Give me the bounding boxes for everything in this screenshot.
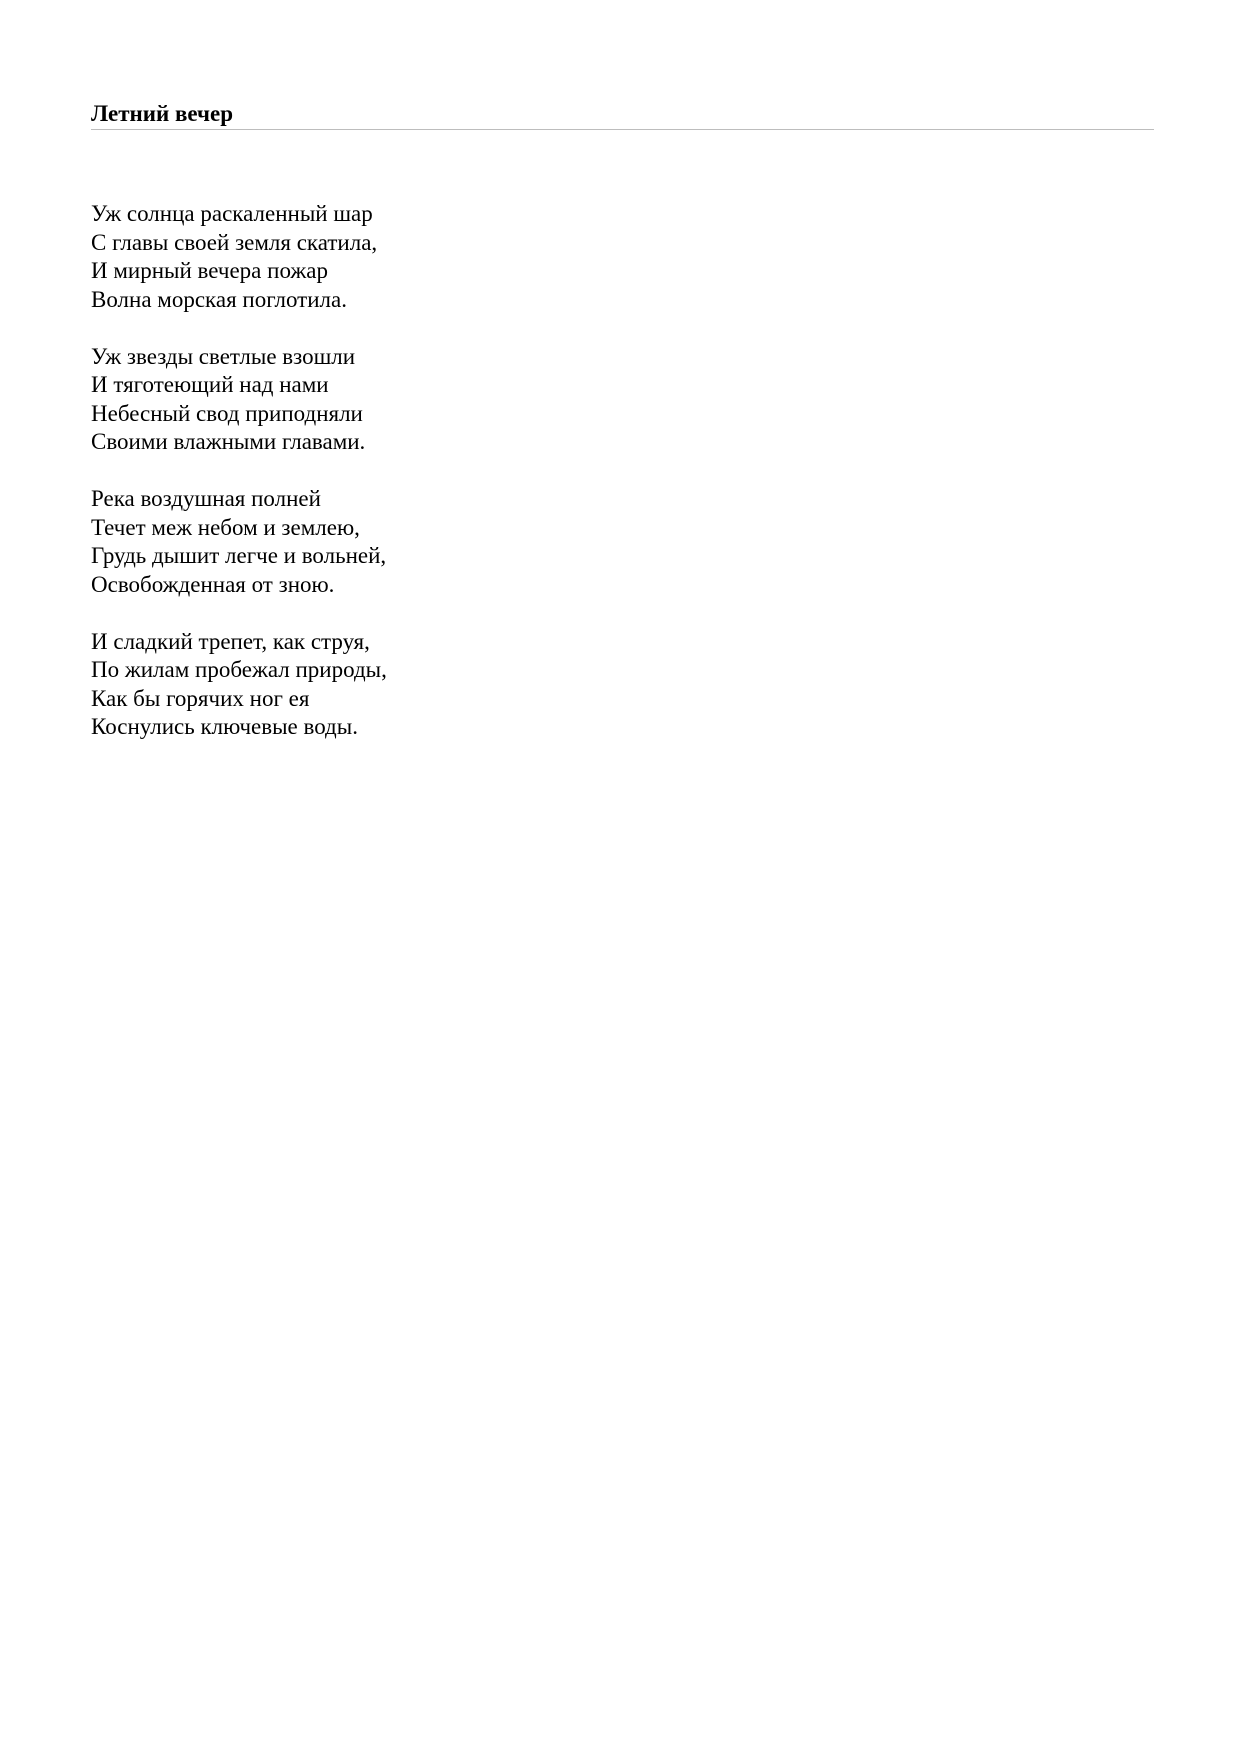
poem-body: [91, 200, 387, 770]
poem-line: Освобожденная от зною.: [91, 571, 335, 597]
stanza-1: [91, 200, 387, 314]
poem-line: И тяготеющий над нами: [91, 372, 329, 397]
stanza-3: [91, 485, 387, 599]
poem-line: Волна морская поглотила.: [91, 286, 347, 312]
poem-line: Грудь дышит легче и вольней,: [91, 543, 387, 568]
poem-line: Коснулись ключевые воды.: [91, 714, 358, 739]
stanza-2: [91, 343, 387, 457]
stanza-4: [91, 628, 387, 742]
poem-line: Небесный свод приподняли: [91, 400, 363, 426]
poem-line: Течет меж небом и землею,: [91, 514, 360, 540]
poem-line: Своими влажными главами.: [91, 429, 366, 454]
poem-line: Как бы горячих ног ея: [91, 685, 310, 711]
poem-line: С главы своей земля скатила,: [91, 229, 378, 255]
poem-line: И сладкий трепет, как струя,: [91, 628, 370, 654]
title-underline-divider: [91, 129, 1154, 130]
poem-line: Уж звезды светлые взошли: [91, 343, 356, 369]
poem-line: Уж солнца раскаленный шар: [91, 201, 373, 226]
poem-line: Река воздушная полней: [91, 486, 321, 511]
poem-line: И мирный вечера пожар: [91, 258, 328, 283]
poem-line: По жилам пробежал природы,: [91, 657, 387, 682]
poem-title: Летний вечер: [91, 101, 234, 126]
